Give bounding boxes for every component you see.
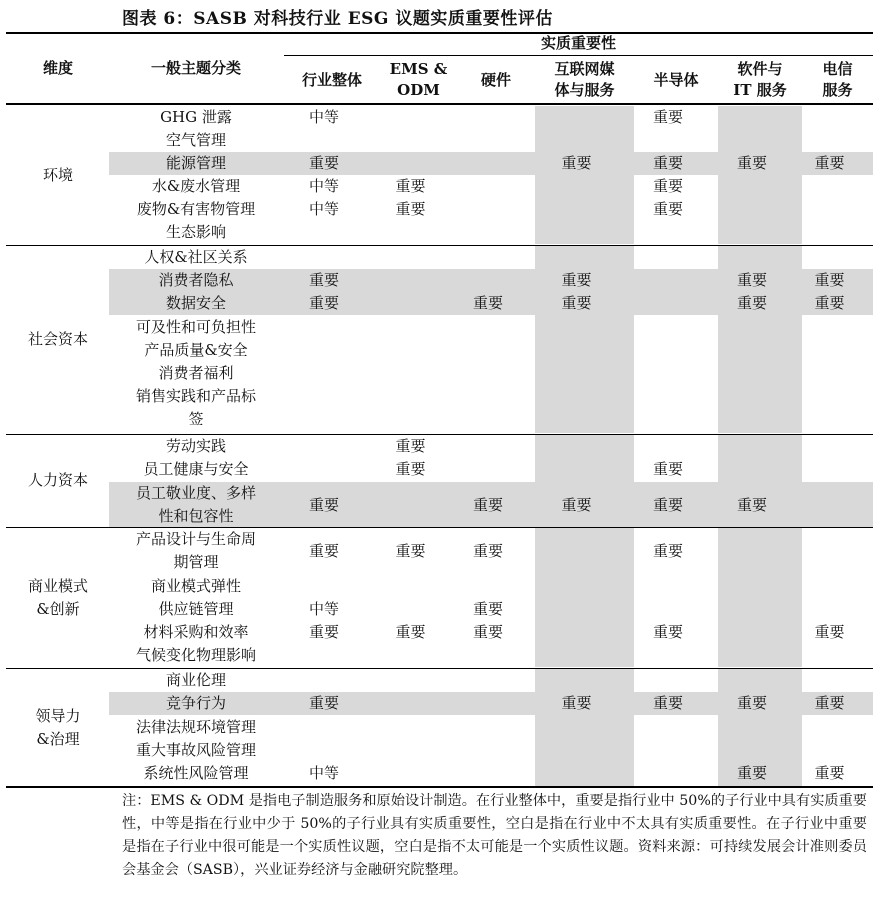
topic-label: 人权&社区关系	[144, 248, 248, 266]
column-header: 体与服务	[554, 81, 615, 99]
column-header: 硬件	[480, 70, 511, 89]
column-header: 服务	[822, 81, 853, 99]
topic-label: 可及性和可负担性	[135, 318, 256, 336]
dimension-label: 社会资本	[27, 330, 88, 348]
materiality-value: 重要	[652, 108, 683, 126]
materiality-value: 重要	[561, 294, 592, 312]
shaded-column-band	[718, 106, 802, 244]
materiality-value: 重要	[814, 623, 845, 641]
topic-label: 气候变化物理影响	[135, 646, 256, 664]
materiality-value: 重要	[561, 694, 592, 712]
topic-label: 消费者隐私	[158, 271, 234, 289]
topic-label: 产品质量&安全	[144, 341, 248, 359]
topic-label: 商业伦理	[165, 671, 226, 689]
materiality-value: 重要	[308, 294, 339, 312]
dimension-label: &创新	[36, 599, 80, 618]
materiality-value: 重要	[308, 541, 339, 560]
table-bottom-rule	[6, 786, 873, 788]
shaded-column-band	[535, 106, 634, 244]
topic-label: 重大事故风险管理	[135, 741, 256, 759]
column-header: 行业整体	[301, 70, 362, 89]
materiality-value: 重要	[561, 154, 592, 172]
table-footnote: 注：EMS & ODM 是指电子制造服务和原始设计制造。在行业整体中，重要是指行业中 50%的子行业中具有实质重要性，中等是指在行业中少于 50%的子行业具有实质重要性，空白是指在行业中不太具有实质重要性。在子行业中重要是指在子行业中很可能是一个实质性议题，空白是指不太可能是一个实质性议题。资料来源：可持续发展会计准则委员会基金会（SASB），兴业证券经济与金融研究院整理。	[122, 793, 867, 878]
topic-label: 产品设计与生命周	[135, 530, 256, 548]
materiality-value: 重要	[736, 154, 767, 172]
column-header: ODM	[397, 81, 440, 99]
materiality-value: 重要	[308, 271, 339, 289]
header-dimension: 维度	[42, 59, 73, 77]
shaded-column-band	[718, 528, 802, 667]
topic-label: 水&废水管理	[151, 177, 241, 195]
topic-label: 生态影响	[165, 223, 226, 241]
topic-label: 系统性风险管理	[143, 764, 249, 782]
materiality-value: 重要	[395, 623, 426, 641]
materiality-value: 重要	[736, 764, 767, 782]
materiality-value: 重要	[472, 495, 503, 514]
materiality-value: 中等	[308, 108, 339, 126]
topic-label: 数据安全	[165, 294, 226, 312]
shaded-column-band	[535, 669, 634, 786]
materiality-value: 重要	[308, 154, 339, 172]
dimension-label: 商业模式	[27, 576, 88, 595]
topic-label: 法律法规环境管理	[135, 718, 256, 736]
materiality-value: 重要	[308, 694, 339, 712]
dimension-label: 人力资本	[27, 471, 88, 489]
topic-label: 期管理	[173, 553, 219, 571]
materiality-value: 重要	[814, 694, 845, 712]
topic-label: 性和包容性	[158, 507, 234, 525]
materiality-value: 重要	[652, 495, 683, 514]
materiality-value: 中等	[308, 200, 339, 218]
chart-title: 图表 6：SASB 对科技行业 ESG 议题实质重要性评估	[122, 9, 553, 29]
materiality-value: 重要	[652, 460, 683, 478]
materiality-value: 重要	[652, 541, 683, 560]
column-header: 半导体	[653, 70, 699, 89]
dimension-label: &治理	[36, 729, 80, 748]
materiality-value: 重要	[814, 271, 845, 289]
materiality-value: 重要	[652, 623, 683, 641]
materiality-value: 重要	[814, 154, 845, 172]
materiality-value: 重要	[395, 200, 426, 218]
topic-label: 签	[188, 410, 204, 428]
topic-label: 能源管理	[165, 154, 226, 172]
materiality-value: 重要	[472, 623, 503, 641]
topic-label: 商业模式弹性	[150, 577, 241, 595]
header-topic: 一般主题分类	[150, 59, 241, 77]
materiality-value: 重要	[472, 294, 503, 312]
materiality-value: 中等	[308, 600, 339, 618]
topic-label: 废物&有害物管理	[136, 200, 256, 218]
column-header: IT 服务	[733, 81, 787, 99]
materiality-value: 重要	[736, 271, 767, 289]
topic-label: 材料采购和效率	[143, 623, 249, 641]
materiality-value: 重要	[652, 154, 683, 172]
topic-label: 员工健康与安全	[143, 460, 249, 478]
materiality-value: 重要	[736, 495, 767, 514]
materiality-value: 重要	[472, 541, 503, 560]
materiality-value: 重要	[308, 495, 339, 514]
topic-label: 员工敬业度、多样	[135, 484, 256, 502]
column-header: 软件与	[737, 60, 783, 78]
topic-label: 销售实践和产品标	[135, 387, 256, 405]
materiality-value: 重要	[395, 437, 426, 455]
materiality-value: 重要	[736, 294, 767, 312]
materiality-value: 重要	[561, 495, 592, 514]
shaded-column-band	[535, 528, 634, 667]
materiality-value: 重要	[652, 200, 683, 218]
topic-label: 供应链管理	[158, 600, 234, 618]
materiality-value: 重要	[736, 694, 767, 712]
column-header: EMS &	[389, 60, 448, 78]
materiality-value: 重要	[652, 694, 683, 712]
column-header: 互联网媒	[554, 60, 615, 78]
materiality-value: 重要	[395, 541, 426, 560]
dimension-label: 领导力	[35, 706, 81, 725]
materiality-value: 重要	[395, 460, 426, 478]
materiality-value: 中等	[308, 764, 339, 782]
materiality-value: 重要	[472, 600, 503, 618]
topic-label: 竞争行为	[165, 694, 226, 712]
dimension-label: 环境	[42, 165, 73, 184]
header-materiality-group: 实质重要性	[540, 34, 616, 52]
materiality-value: 重要	[814, 764, 845, 782]
topic-label: 消费者福利	[158, 364, 234, 382]
header-group-rule	[284, 55, 873, 56]
materiality-value: 重要	[814, 294, 845, 312]
materiality-value: 重要	[561, 271, 592, 289]
header-bottom-rule	[6, 103, 873, 105]
materiality-value: 中等	[308, 177, 339, 195]
topic-label: 劳动实践	[165, 437, 226, 455]
topic-label: GHG 泄露	[160, 108, 232, 126]
materiality-value: 重要	[652, 177, 683, 195]
materiality-value: 重要	[308, 623, 339, 641]
materiality-value: 重要	[395, 177, 426, 195]
topic-label: 空气管理	[165, 131, 226, 149]
column-header: 电信	[822, 60, 853, 78]
